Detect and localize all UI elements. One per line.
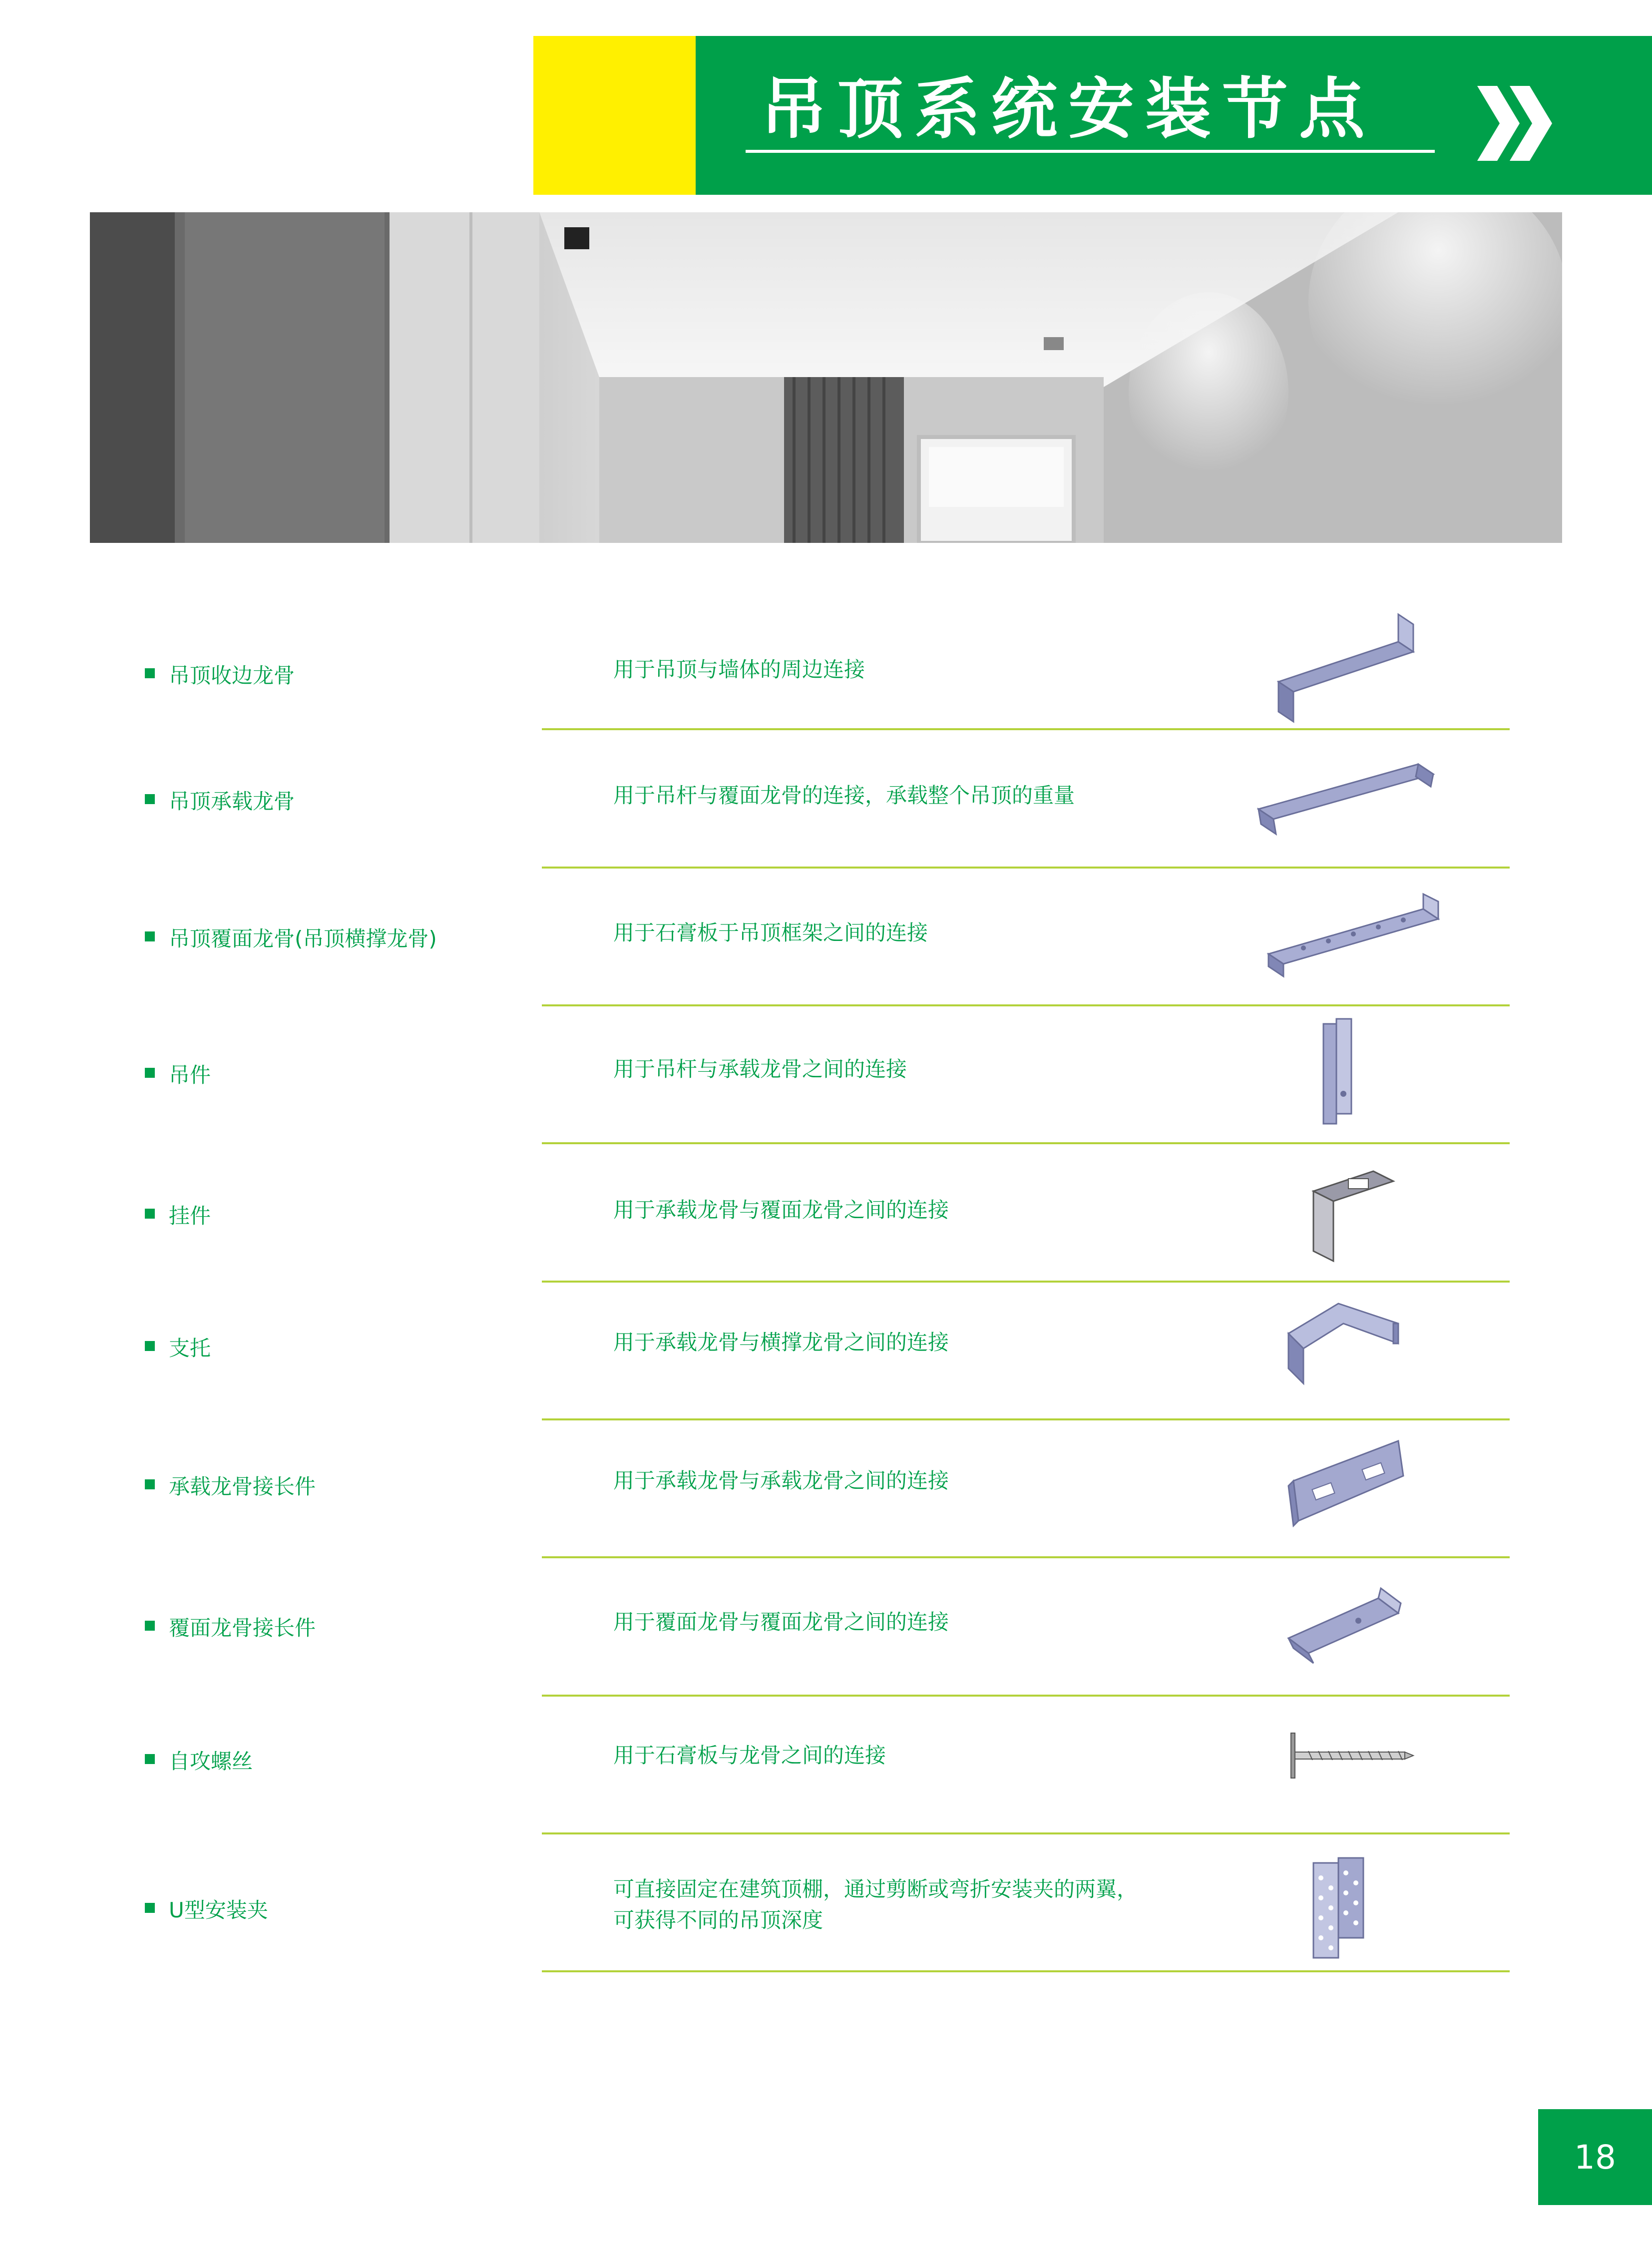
bullet-icon: [145, 931, 155, 941]
item-name: U型安装夹: [169, 1898, 268, 1922]
item-description: 可直接固定在建筑顶棚，通过剪断或弯折安装夹的两翼，: [613, 1877, 1138, 1901]
page-title: 吊顶系统安装节点: [761, 71, 1376, 148]
u-clip-icon: [1248, 1848, 1448, 1968]
cover-keel-icon: [1248, 884, 1448, 1004]
bullet-icon: [145, 1068, 155, 1078]
item-description: 用于承载龙骨与横撑龙骨之间的连接: [613, 1330, 949, 1354]
bullet-icon: [145, 794, 155, 804]
double-chevron-right-icon: [1472, 81, 1562, 166]
item-description: 用于石膏板与龙骨之间的连接: [613, 1743, 886, 1768]
item-name: 覆面龙骨接长件: [169, 1616, 316, 1640]
row-divider: [542, 1004, 1510, 1006]
bullet-icon: [145, 668, 155, 678]
bullet-icon: [145, 1903, 155, 1913]
item-name: 吊顶收边龙骨: [169, 663, 295, 688]
row-divider: [542, 1695, 1510, 1697]
clip-icon: [1248, 1151, 1448, 1271]
header-yellow-block: [533, 36, 696, 195]
hanger-icon: [1248, 1014, 1448, 1134]
bullet-icon: [145, 1621, 155, 1631]
item-description: 用于覆面龙骨与覆面龙骨之间的连接: [613, 1610, 949, 1634]
bracket-icon: [1248, 1289, 1448, 1408]
page-number: 18: [1538, 2109, 1652, 2205]
bullet-icon: [145, 1479, 155, 1489]
item-description: 用于石膏板于吊顶框架之间的连接: [613, 920, 928, 945]
row-divider: [542, 1556, 1510, 1558]
bullet-icon: [145, 1341, 155, 1351]
item-name: 吊顶承载龙骨: [169, 789, 295, 814]
row-divider: [542, 867, 1510, 869]
title-underline: [746, 150, 1435, 153]
item-description-line2: 可获得不同的吊顶深度: [613, 1908, 824, 1932]
row-divider: [542, 1281, 1510, 1283]
row-divider: [542, 1970, 1510, 1972]
item-name: 吊件: [169, 1063, 211, 1087]
edge-keel-icon: [1248, 612, 1448, 732]
ceiling-room-photo: [90, 212, 1562, 543]
item-description: 用于承载龙骨与覆面龙骨之间的连接: [613, 1198, 949, 1222]
row-divider: [542, 1418, 1510, 1420]
bullet-icon: [145, 1754, 155, 1764]
bullet-icon: [145, 1209, 155, 1219]
row-divider: [542, 1832, 1510, 1834]
item-name: 自攻螺丝: [169, 1749, 253, 1774]
item-description: 用于吊顶与墙体的周边连接: [613, 657, 865, 682]
screw-icon: [1248, 1698, 1448, 1818]
item-name: 挂件: [169, 1204, 211, 1228]
cover-connector-icon: [1248, 1568, 1448, 1688]
item-description: 用于承载龙骨与承载龙骨之间的连接: [613, 1468, 949, 1493]
item-name: 承载龙骨接长件: [169, 1474, 316, 1499]
item-description: 用于吊杆与覆面龙骨的连接，承载整个吊顶的重量: [613, 783, 1075, 808]
row-divider: [542, 728, 1510, 730]
item-name: 吊顶覆面龙骨(吊顶横撑龙骨): [169, 926, 437, 951]
main-keel-icon: [1248, 744, 1448, 864]
item-name: 支托: [169, 1336, 211, 1360]
room-illustration: [90, 212, 1562, 543]
item-description: 用于吊杆与承载龙骨之间的连接: [613, 1057, 907, 1081]
header-green-block: [696, 36, 1652, 195]
main-connector-icon: [1248, 1426, 1448, 1546]
row-divider: [542, 1142, 1510, 1144]
